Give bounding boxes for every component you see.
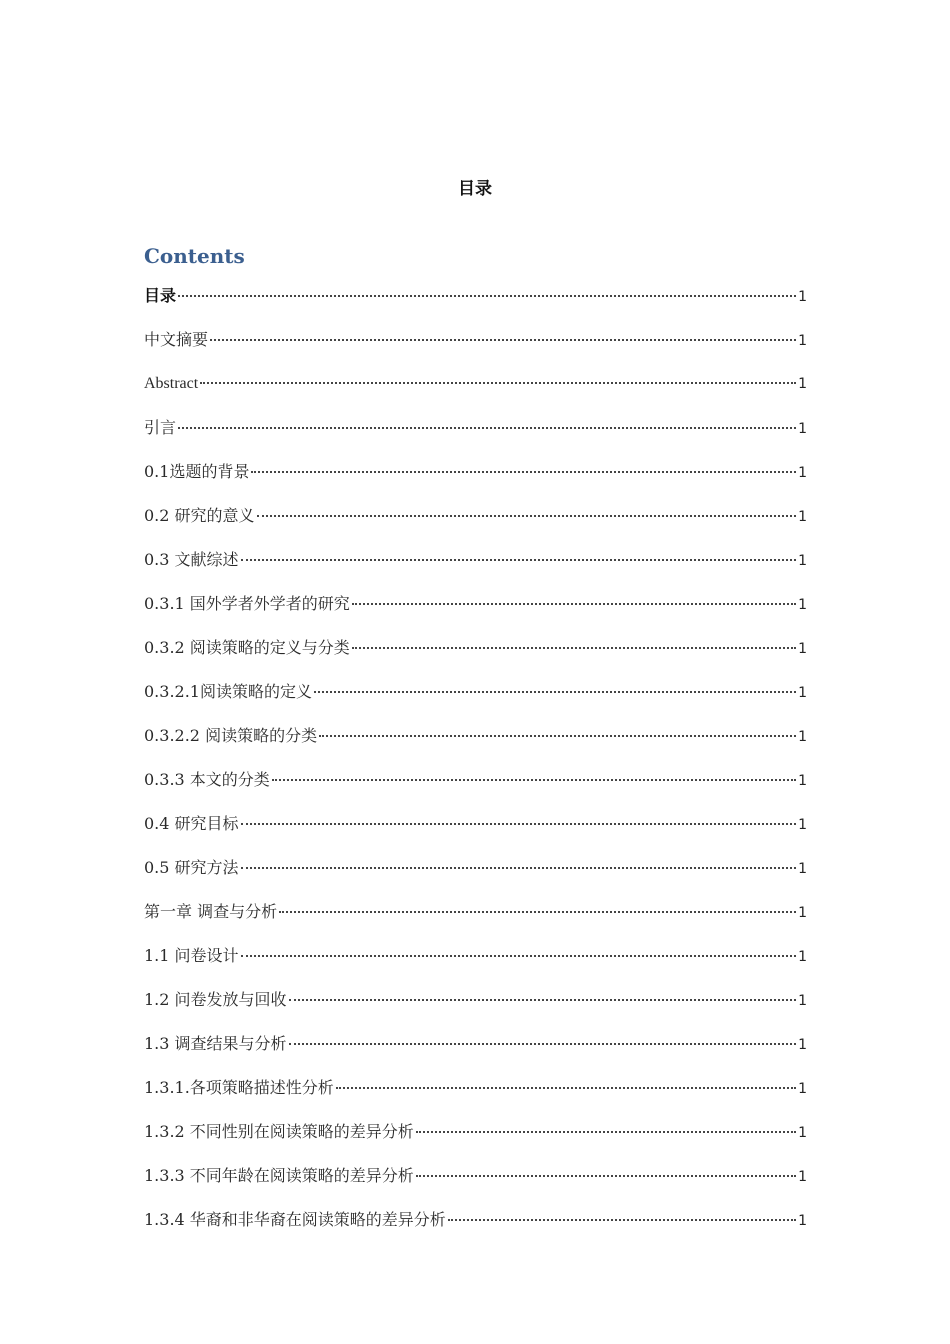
toc-entry-page: 1 <box>798 1213 807 1229</box>
toc-leader-dots <box>241 867 797 869</box>
toc-leader-dots <box>314 691 796 693</box>
toc-entry-label: 1.3.3 不同年龄在阅读策略的差异分析 <box>144 1166 414 1185</box>
toc-leader-dots <box>241 559 797 561</box>
toc-leader-dots <box>319 735 796 737</box>
toc-entry-page: 1 <box>798 729 807 745</box>
toc-leader-dots <box>241 955 797 957</box>
toc-entry-page: 1 <box>798 465 807 481</box>
toc-entry[interactable] <box>144 502 807 546</box>
toc-entry-page: 1 <box>798 376 807 392</box>
toc-entry-label: 1.2 问卷发放与回收 <box>144 990 287 1009</box>
toc-entry[interactable] <box>144 326 807 370</box>
toc-entry-page: 1 <box>798 993 807 1009</box>
document-title: 目录 <box>458 179 492 199</box>
toc-heading: Contents <box>144 244 245 268</box>
toc-entry[interactable] <box>144 986 807 1030</box>
toc-leader-dots <box>251 471 796 473</box>
toc-leader-dots <box>272 779 796 781</box>
toc-entry[interactable] <box>144 854 807 898</box>
toc-entry-page: 1 <box>798 1081 807 1097</box>
toc-entry-page: 1 <box>798 905 807 921</box>
toc-entry-label: 0.3.2 阅读策略的定义与分类 <box>144 638 350 657</box>
toc-entry[interactable] <box>144 722 807 766</box>
toc-entry-page: 1 <box>798 333 807 349</box>
toc-entry-page: 1 <box>798 685 807 701</box>
toc-leader-dots <box>336 1087 796 1089</box>
toc-entry-label: 0.1选题的背景 <box>144 462 250 481</box>
toc-entry-page: 1 <box>798 509 807 525</box>
toc-entry[interactable] <box>144 634 807 678</box>
toc-entry-label: 1.3.2 不同性别在阅读策略的差异分析 <box>144 1122 414 1141</box>
toc-entry[interactable] <box>144 810 807 854</box>
table-of-contents <box>144 282 807 1250</box>
toc-entry-label: Abstract <box>144 375 199 392</box>
toc-entry-page: 1 <box>798 1037 807 1053</box>
toc-entry-label: 0.3 文献综述 <box>144 550 239 569</box>
toc-entry[interactable] <box>144 282 807 326</box>
toc-leader-dots <box>279 911 796 913</box>
toc-leader-dots <box>289 999 797 1001</box>
toc-entry-label: 0.5 研究方法 <box>144 858 239 877</box>
toc-entry[interactable] <box>144 1206 807 1250</box>
toc-entry[interactable] <box>144 1074 807 1118</box>
toc-entry-page: 1 <box>798 1125 807 1141</box>
toc-entry-label: 0.3.2.1阅读策略的定义 <box>144 682 312 701</box>
toc-entry[interactable] <box>144 766 807 810</box>
toc-entry-page: 1 <box>798 949 807 965</box>
toc-entry[interactable] <box>144 1030 807 1074</box>
toc-entry-page: 1 <box>798 1169 807 1185</box>
toc-entry-label: 目录 <box>144 286 177 305</box>
toc-entry-label: 0.3.1 国外学者外学者的研究 <box>144 594 350 613</box>
toc-entry-label: 第一章 调查与分析 <box>144 902 278 921</box>
toc-entry-page: 1 <box>798 289 807 305</box>
toc-leader-dots <box>241 823 797 825</box>
toc-entry[interactable] <box>144 546 807 590</box>
toc-entry[interactable] <box>144 942 807 986</box>
toc-entry[interactable] <box>144 898 807 942</box>
toc-leader-dots <box>448 1219 796 1221</box>
toc-entry[interactable] <box>144 1118 807 1162</box>
toc-entry-label: 1.3 调查结果与分析 <box>144 1034 287 1053</box>
toc-leader-dots <box>416 1131 796 1133</box>
toc-entry-page: 1 <box>798 597 807 613</box>
toc-entry-label: 0.3.2.2 阅读策略的分类 <box>144 726 318 745</box>
toc-entry-page: 1 <box>798 817 807 833</box>
toc-leader-dots <box>352 603 796 605</box>
toc-entry-page: 1 <box>798 421 807 437</box>
toc-entry[interactable] <box>144 678 807 722</box>
toc-entry[interactable] <box>144 458 807 502</box>
toc-entry-label: 1.3.1.各项策略描述性分析 <box>144 1078 334 1097</box>
toc-entry-label: 0.3.3 本文的分类 <box>144 770 270 789</box>
toc-entry-label: 中文摘要 <box>144 330 209 349</box>
toc-entry-page: 1 <box>798 553 807 569</box>
toc-entry-page: 1 <box>798 861 807 877</box>
toc-entry-page: 1 <box>798 641 807 657</box>
toc-leader-dots <box>200 382 796 384</box>
toc-leader-dots <box>416 1175 796 1177</box>
toc-leader-dots <box>257 515 797 517</box>
toc-entry-label: 1.3.4 华裔和非华裔在阅读策略的差异分析 <box>144 1210 446 1229</box>
toc-leader-dots <box>210 339 796 341</box>
toc-entry-page: 1 <box>798 773 807 789</box>
toc-leader-dots <box>289 1043 797 1045</box>
toc-leader-dots <box>352 647 796 649</box>
toc-leader-dots <box>178 295 796 297</box>
toc-entry[interactable] <box>144 414 807 458</box>
toc-entry-label: 引言 <box>144 418 177 437</box>
toc-entry[interactable] <box>144 370 807 414</box>
toc-entry-label: 1.1 问卷设计 <box>144 946 239 965</box>
toc-leader-dots <box>178 427 796 429</box>
toc-entry-label: 0.2 研究的意义 <box>144 506 255 525</box>
toc-entry[interactable] <box>144 1162 807 1206</box>
toc-entry[interactable] <box>144 590 807 634</box>
toc-entry-label: 0.4 研究目标 <box>144 814 239 833</box>
